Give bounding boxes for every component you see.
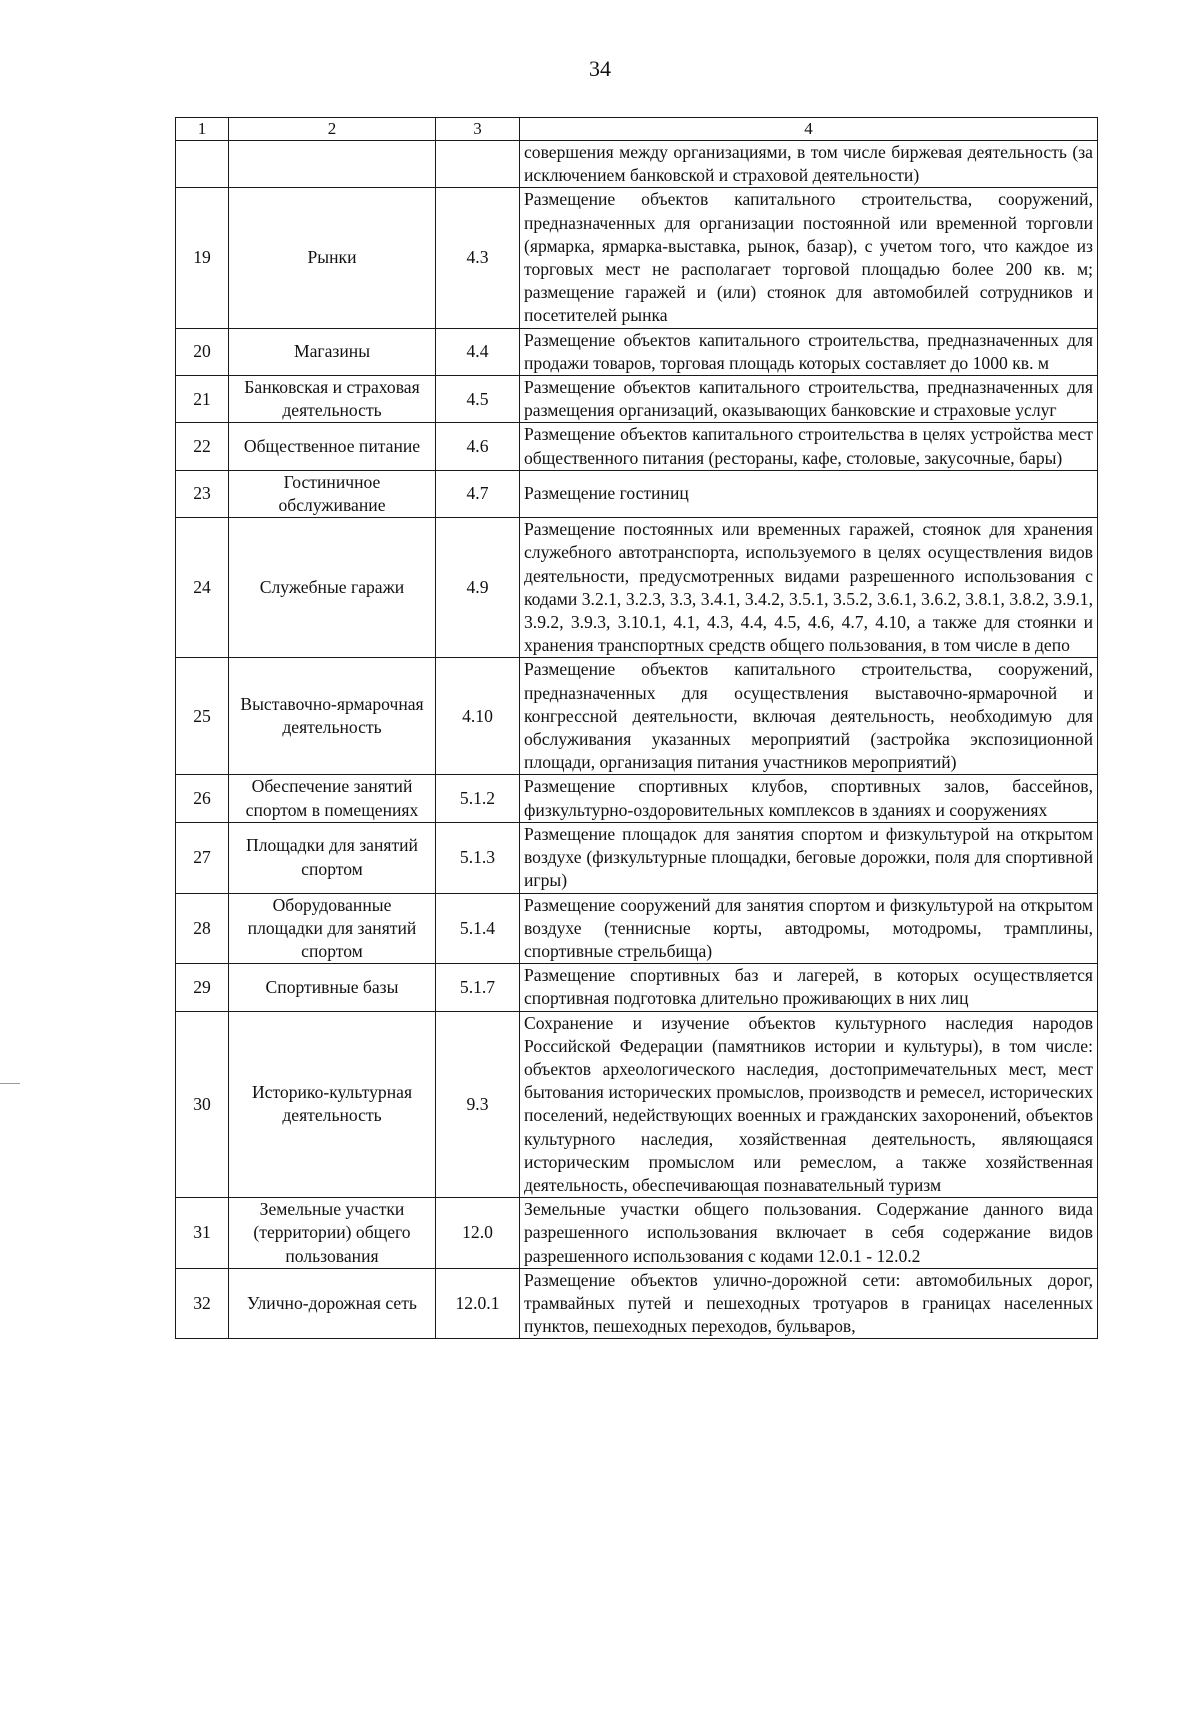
row-number: 29 <box>176 964 229 1011</box>
land-use-name: Банковская и страховая деятельность <box>229 376 436 423</box>
land-use-description: Размещение постоянных или временных гаражей, стоянок для хранения служебного автотранспорта, используемого в целях осуществления видов деятельности, предусмотренных видами разрешенного использования с кодами 3.2.1, 3.2.3, 3.3, 3.4.1, 3.4.2, 3.5.1, 3.5.2, 3.6.1, 3.6.2, 3.8.1, 3.8.2, 3.9.1, 3.9.2, 3.9.3, 3.10.1, 4.1, 4.3, 4.4, 4.5, 4.6, 4.7, 4.10, а также для стоянки и хранения транспортных средств общего пользования, в том числе в депо <box>520 518 1098 658</box>
table-row <box>176 423 1098 470</box>
land-use-name: Историко-культурная деятельность <box>229 1011 436 1198</box>
land-use-code: 5.1.4 <box>436 893 520 964</box>
land-use-description: Размещение спортивных клубов, спортивных залов, бассейнов, физкультурно-оздоровительных комплексов в зданиях и сооружениях <box>520 775 1098 822</box>
scan-margin-mark <box>0 1083 20 1084</box>
land-use-table <box>175 117 1098 1339</box>
land-use-name: Оборудованные площадки для занятий спортом <box>229 893 436 964</box>
row-number: 22 <box>176 423 229 470</box>
header-col-3: 3 <box>436 118 520 141</box>
table-row <box>176 964 1098 1011</box>
land-use-code: 4.6 <box>436 423 520 470</box>
table-row <box>176 328 1098 375</box>
table-row <box>176 893 1098 964</box>
land-use-code: 5.1.2 <box>436 775 520 822</box>
land-use-description: Размещение объектов капитального строительства, сооружений, предназначенных для организации постоянной или временной торговли (ярмарка, ярмарка-выставка, рынок, базар), с учетом того, что каждое из торговых мест не располагает торговой площадью более 200 кв. м; размещение гаражей и (или) стоянок для автомобилей сотрудников и посетителей рынка <box>520 188 1098 328</box>
row-number: 31 <box>176 1198 229 1269</box>
land-use-description: Размещение сооружений для занятия спортом и физкультурой на открытом воздухе (теннисные корты, автодромы, мотодромы, трамплины, спортивные стрельбища) <box>520 893 1098 964</box>
land-use-description: Размещение объектов улично-дорожной сети: автомобильных дорог, трамвайных путей и пешеходных тротуаров в границах населенных пунктов, пешеходных переходов, бульваров, <box>520 1268 1098 1339</box>
header-col-2: 2 <box>229 118 436 141</box>
land-use-name: Выставочно-ярмарочная деятельность <box>229 658 436 775</box>
land-use-code <box>436 141 520 188</box>
land-use-description: Сохранение и изучение объектов культурного наследия народов Российской Федерации (памятников истории и культуры), в том числе: объектов археологического наследия, достопримечательных мест, мест бытования исторических промыслов, производств и ремесел, исторических поселений, недействующих военных и гражданских захоронений, объектов культурного наследия, хозяйственная деятельность, являющаяся историческим промыслом или ремеслом, а также хозяйственная деятельность, обеспечивающая познавательный туризм <box>520 1011 1098 1198</box>
land-use-name: Гостиничное обслуживание <box>229 470 436 517</box>
land-use-code: 9.3 <box>436 1011 520 1198</box>
land-use-name: Служебные гаражи <box>229 518 436 658</box>
table-row <box>176 376 1098 423</box>
header-col-1: 1 <box>176 118 229 141</box>
land-use-name: Рынки <box>229 188 436 328</box>
table-row <box>176 141 1098 188</box>
table-row <box>176 188 1098 328</box>
row-number: 30 <box>176 1011 229 1198</box>
land-use-name: Общественное питание <box>229 423 436 470</box>
land-use-description: Размещение объектов капитального строительства, сооружений, предназначенных для осуществления выставочно-ярмарочной и конгрессной деятельности, включая деятельность, необходимую для обслуживания указанных мероприятий (застройка экспозиционной площади, организация питания участников мероприятий) <box>520 658 1098 775</box>
land-use-code: 5.1.7 <box>436 964 520 1011</box>
land-use-code: 4.4 <box>436 328 520 375</box>
table-header-row <box>176 118 1098 141</box>
land-use-name <box>229 141 436 188</box>
land-use-code: 12.0 <box>436 1198 520 1269</box>
land-use-name: Магазины <box>229 328 436 375</box>
row-number: 26 <box>176 775 229 822</box>
land-use-description: Размещение объектов капитального строительства, предназначенных для размещения организаций, оказывающих банковские и страховые услуг <box>520 376 1098 423</box>
land-use-name: Земельные участки (территории) общего пользования <box>229 1198 436 1269</box>
row-number: 20 <box>176 328 229 375</box>
land-use-code: 4.5 <box>436 376 520 423</box>
land-use-name: Спортивные базы <box>229 964 436 1011</box>
land-use-name: Площадки для занятий спортом <box>229 822 436 893</box>
row-number: 23 <box>176 470 229 517</box>
land-use-description: Размещение объектов капитального строительства в целях устройства мест общественного питания (рестораны, кафе, столовые, закусочные, бары) <box>520 423 1098 470</box>
table-row <box>176 775 1098 822</box>
row-number: 28 <box>176 893 229 964</box>
table-row <box>176 518 1098 658</box>
land-use-description: Размещение спортивных баз и лагерей, в которых осуществляется спортивная подготовка длительно проживающих в них лиц <box>520 964 1098 1011</box>
table-row <box>176 1268 1098 1339</box>
row-number: 32 <box>176 1268 229 1339</box>
row-number: 19 <box>176 188 229 328</box>
land-use-description: Размещение площадок для занятия спортом и физкультурой на открытом воздухе (физкультурные площадки, беговые дорожки, поля для спортивной игры) <box>520 822 1098 893</box>
land-use-code: 5.1.3 <box>436 822 520 893</box>
land-use-name: Улично-дорожная сеть <box>229 1268 436 1339</box>
header-col-4: 4 <box>520 118 1098 141</box>
row-number: 25 <box>176 658 229 775</box>
land-use-code: 4.7 <box>436 470 520 517</box>
land-use-code: 12.0.1 <box>436 1268 520 1339</box>
table-row <box>176 1198 1098 1269</box>
row-number: 27 <box>176 822 229 893</box>
land-use-code: 4.9 <box>436 518 520 658</box>
land-use-description: совершения между организациями, в том числе биржевая деятельность (за исключением банковской и страховой деятельности) <box>520 141 1098 188</box>
land-use-description: Земельные участки общего пользования. Содержание данного вида разрешенного использования включает в себя содержание видов разрешенного использования с кодами 12.0.1 - 12.0.2 <box>520 1198 1098 1269</box>
land-use-name: Обеспечение занятий спортом в помещениях <box>229 775 436 822</box>
land-use-description: Размещение гостиниц <box>520 470 1098 517</box>
table-row <box>176 470 1098 517</box>
land-use-code: 4.3 <box>436 188 520 328</box>
row-number: 21 <box>176 376 229 423</box>
table-row <box>176 1011 1098 1198</box>
page-number: 34 <box>589 56 611 81</box>
row-number <box>176 141 229 188</box>
table-row <box>176 658 1098 775</box>
land-use-description: Размещение объектов капитального строительства, предназначенных для продажи товаров, торговая площадь которых составляет до 1000 кв. м <box>520 328 1098 375</box>
land-use-code: 4.10 <box>436 658 520 775</box>
table-row <box>176 822 1098 893</box>
row-number: 24 <box>176 518 229 658</box>
